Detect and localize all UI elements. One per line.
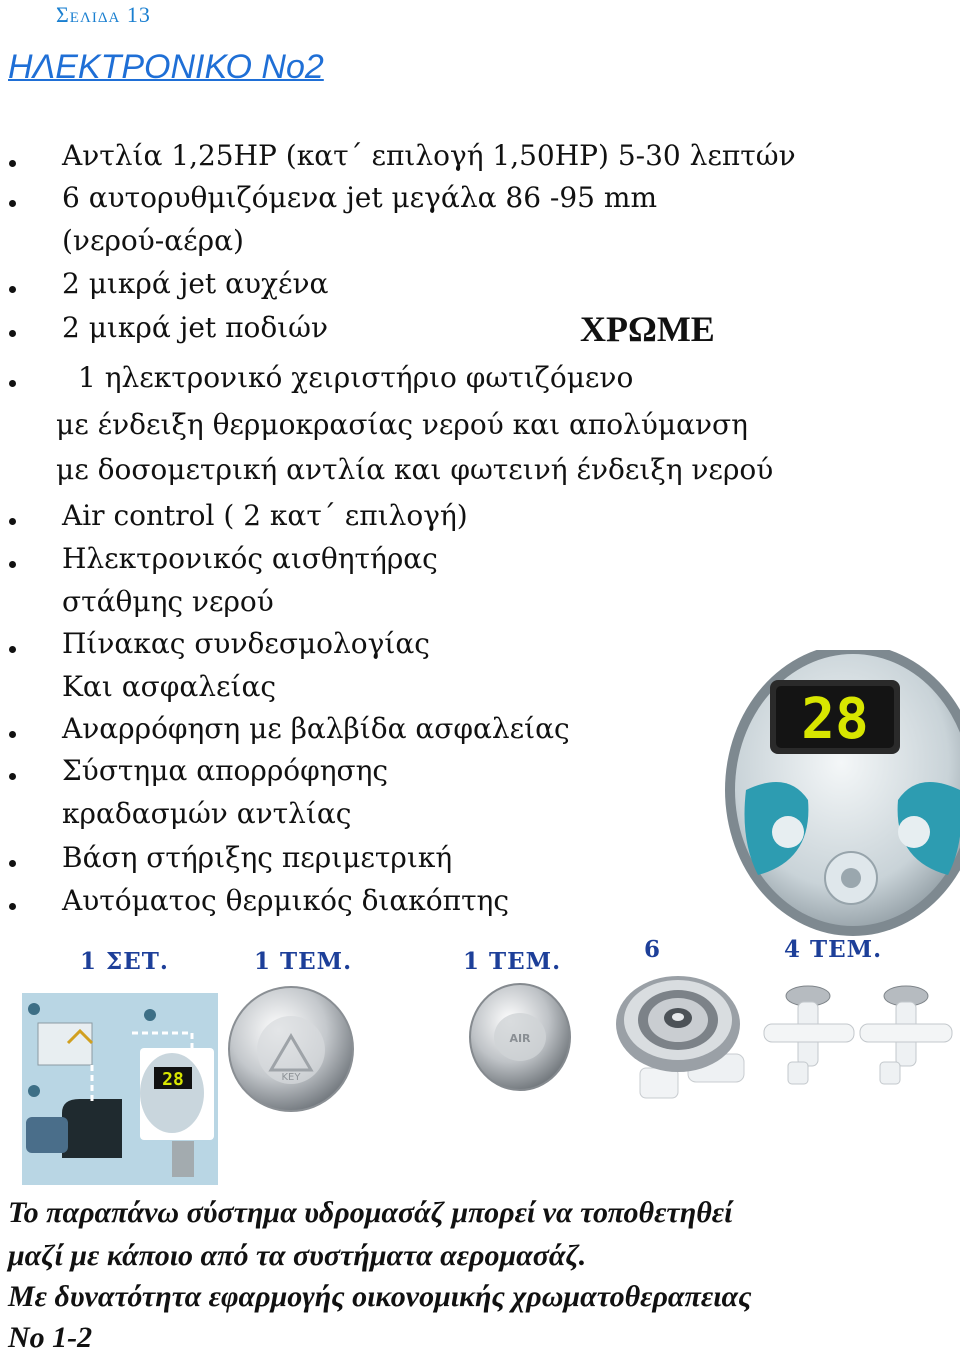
- footer-line: Νο 1-2: [8, 1321, 93, 1354]
- bullet: [9, 380, 16, 387]
- bullet: [9, 561, 16, 568]
- large-jet-image: [610, 968, 752, 1116]
- feature-item: Βάση στήριξης περιμετρική: [62, 841, 453, 874]
- bullet: [9, 160, 16, 167]
- bullet: [9, 860, 16, 867]
- svg-text:28: 28: [162, 1069, 184, 1090]
- panel-display: 28: [801, 687, 869, 752]
- feature-item: 1 ηλεκτρονικό χειριστήριο φωτιζόμενο: [78, 361, 634, 394]
- bullet: [9, 200, 16, 207]
- feature-item-continuation: (νερού-αέρα): [62, 224, 244, 257]
- svg-text:KEY: KEY: [281, 1072, 301, 1083]
- feature-item: 2 μικρά jet ποδιών: [62, 311, 329, 344]
- feature-item: Πίνακας συνδεσμολογίας: [62, 627, 430, 660]
- page-title: ΗΛΕΚΤΡΟΝΙΚΟ Νο2: [8, 48, 324, 86]
- feature-item: Σύστημα απορρόφησης: [62, 754, 389, 787]
- footer-line: Με δυνατότητα εφαρμογής οικονομικής χρωματοθεραπειας: [8, 1280, 752, 1313]
- bullet: [9, 773, 16, 780]
- bullet: [9, 731, 16, 738]
- feature-item-continuation: με δοσομετρική αντλία και φωτεινή ένδειξη νερού: [56, 453, 774, 486]
- feature-item-continuation: Και ασφαλείας: [62, 670, 277, 703]
- bullet: [9, 646, 16, 653]
- quantity-air-button: 1 ΤΕΜ.: [463, 948, 562, 975]
- quantity-kit: 1 ΣΕΤ.: [80, 948, 169, 975]
- page-label: Σελιδα 13: [56, 2, 151, 27]
- feature-item-continuation: κραδασμών αντλίας: [62, 797, 352, 830]
- feature-item: Air control ( 2 κατ΄ επιλογή): [62, 499, 468, 532]
- svg-text:AIR: AIR: [509, 1032, 531, 1045]
- quantity-small-jets: 4 ΤΕΜ.: [784, 936, 883, 963]
- chrome-label: ΧΡΩΜΕ: [580, 309, 715, 349]
- chrome-button-image: [226, 984, 356, 1114]
- footer-line: μαζί με κάποιο από τα συστήματα αερομασάζ.: [8, 1239, 587, 1272]
- feature-item-continuation: στάθμης νερού: [62, 585, 274, 618]
- quantity-button: 1 ΤΕΜ.: [254, 948, 353, 975]
- feature-item: 2 μικρά jet αυχένα: [62, 267, 329, 300]
- feature-item: Αυτόματος θερμικός διακόπτης: [62, 884, 510, 917]
- control-panel-image: [718, 650, 960, 940]
- bullet: [9, 286, 16, 293]
- system-diagram-image: [22, 993, 218, 1185]
- quantity-jets: 6: [644, 936, 662, 963]
- feature-item: 6 αυτορυθμιζόμενα jet μεγάλα 86 -95 mm: [62, 181, 657, 214]
- bullet: [9, 330, 16, 337]
- footer-line: Το παραπάνω σύστημα υδρομασάζ μπορεί να τοποθετηθεί: [8, 1196, 733, 1229]
- bullet: [9, 903, 16, 910]
- feature-item-continuation: με ένδειξη θερμοκρασίας νερού και απολύμανση: [56, 408, 748, 441]
- bullet: [9, 518, 16, 525]
- small-jet-image: [760, 982, 956, 1094]
- feature-item: Ηλεκτρονικός αισθητήρας: [62, 542, 438, 575]
- feature-item: Αντλία 1,25HP (κατ΄ επιλογή 1,50HP) 5-30 λεπτών: [62, 139, 796, 172]
- air-button-image: [468, 982, 572, 1092]
- feature-item: Αναρρόφηση με βαλβίδα ασφαλείας: [62, 712, 570, 745]
